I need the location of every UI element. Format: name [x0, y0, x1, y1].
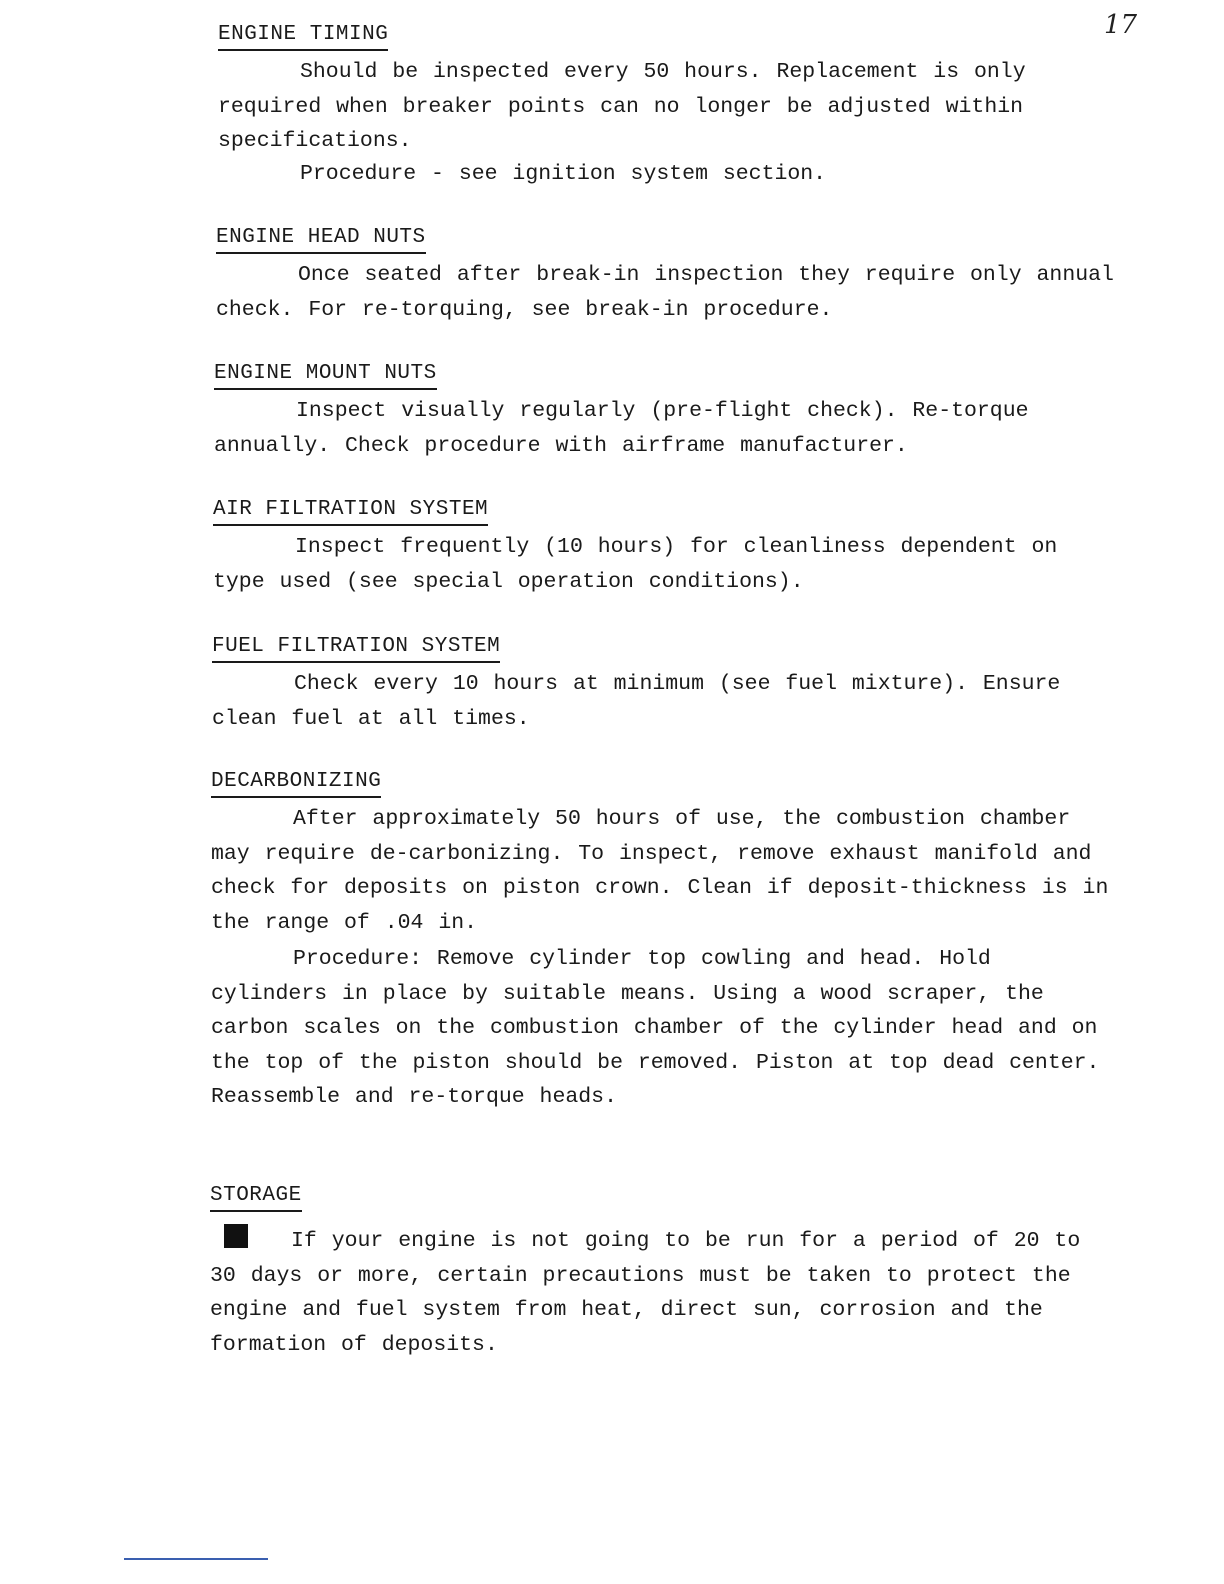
section-heading: ENGINE HEAD NUTS: [216, 225, 426, 254]
section-heading: ENGINE MOUNT NUTS: [214, 361, 437, 390]
paragraph: Inspect visually regularly (pre-flight check). Re-torque annually. Check procedure with airframe manufacturer.: [214, 399, 1029, 458]
section-storage: [210, 1183, 1110, 1362]
paragraph: [210, 1224, 1110, 1362]
paragraph: Should be inspected every 50 hours. Replacement is only required when breaker points can no longer be adjusted within specifications.: [218, 60, 1026, 153]
paragraph: Inspect frequently (10 hours) for cleanliness dependent on type used (see special operation conditions).: [213, 535, 1058, 594]
paragraph: Once seated after break-in inspection they require only annual check. For re-torquing, see break-in procedure.: [216, 263, 1114, 322]
paragraph-text: If your engine is not going to be run for a period of 20 to 30 days or more, certain precautions must be taken to protect the engine and fuel system from heat, direct sun, corrosion and the formation of deposits.: [210, 1229, 1081, 1357]
paragraph: After approximately 50 hours of use, the combustion chamber may require de-carbonizing. To inspect, remove exhaust manifold and check for deposits on piston crown. Clean if deposit-thickness is in the range of .04 in.: [211, 807, 1109, 935]
section-engine-head-nuts: [216, 225, 1116, 327]
section-air-filtration-system: [213, 497, 1113, 599]
section-engine-mount-nuts: [214, 361, 1114, 463]
section-decarbonizing: [211, 769, 1111, 1115]
section-heading: ENGINE TIMING: [218, 22, 388, 51]
section-heading: DECARBONIZING: [211, 769, 381, 798]
section-heading: AIR FILTRATION SYSTEM: [213, 497, 488, 526]
page-number: 17: [1104, 10, 1138, 40]
section-fuel-filtration-system: [212, 634, 1112, 736]
storage-marker-square: [224, 1224, 248, 1248]
section-heading: STORAGE: [210, 1183, 302, 1212]
paragraph: Check every 10 hours at minimum (see fuel mixture). Ensure clean fuel at all times.: [212, 672, 1061, 731]
footer-rule: [124, 1558, 268, 1560]
section-heading: FUEL FILTRATION SYSTEM: [212, 634, 500, 663]
paragraph: Procedure - see ignition system section.: [300, 161, 827, 186]
section-engine-timing: [218, 22, 1118, 191]
paragraph: Procedure: Remove cylinder top cowling and head. Hold cylinders in place by suitable means. Using a wood scraper, the carbon scales on the combustion chamber of the cylinder head and on the top of the piston should be removed. Piston at top dead center. Reassemble and re-torque heads.: [211, 947, 1100, 1109]
